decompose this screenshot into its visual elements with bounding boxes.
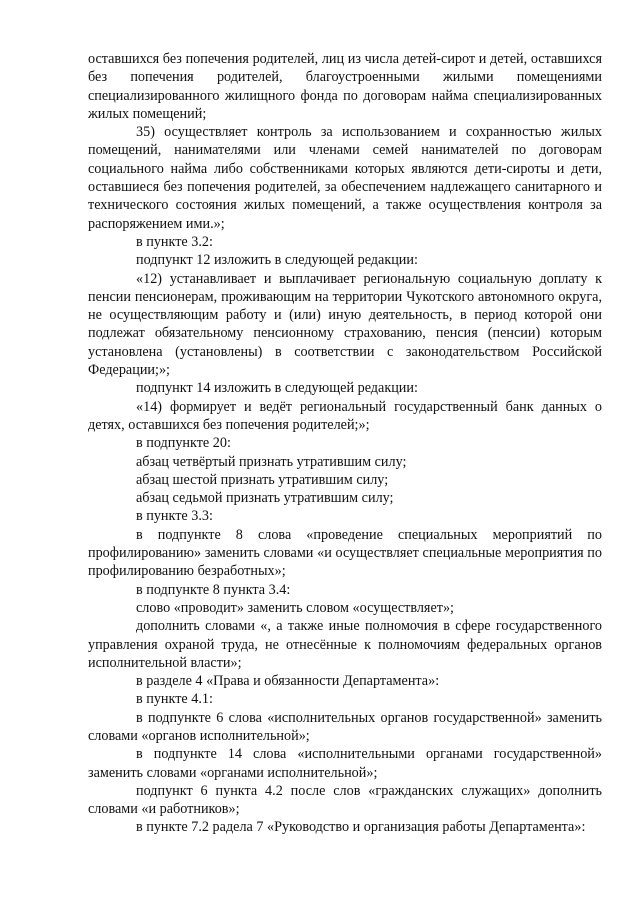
paragraph-15: слово «проводит» заменить словом «осуществляет»; [136,599,454,616]
paragraph-16: дополнить словами «, а также иные полномочия в сфере государственного управления охраной труда, не отнесённые к полномочиям федеральных органов исполнительной власти»; [88,618,602,671]
paragraph-18: в пункте 4.1: [136,691,213,708]
paragraph-13: в подпункте 8 слова «проведение специальных мероприятий по профилированию» заменить словами «и осуществляет специальные мероприятия по профилированию безработных»; [88,526,602,580]
paragraph-7: «14) формирует и ведёт региональный государственный банк данных о детях, оставшихся без попечения родителей;»; [88,398,602,433]
paragraph-20: в подпункте 14 слова «исполнительными органами государственной» заменить словами «органами исполнительной»; [88,746,602,781]
paragraph-8: в подпункте 20: [136,435,231,452]
paragraph-22: в пункте 7.2 радела 7 «Руководство и организация работы Департамента»: [136,819,586,836]
paragraph-1: оставшихся без попечения родителей, лиц из числа детей-сирот и детей, оставшихся без попечения родителей, благоустроенными жилыми помещениями специализированного жилищного фонда по договорам найма специализированных жилых помещений; [88,51,602,122]
paragraph-3: в пункте 3.2: [136,233,213,250]
paragraph-5: «12) устанавливает и выплачивает региональную социальную доплату к пенсии пенсионерам, проживающим на территории Чукотского автономного округа, не осуществляющим работу и (или) иную деятельность, в период которой они подлежат обязательному пенсионному страхованию, пенсия (пенсии) которым установлена (установлены) в соответствии с законодательством Российской Федерации;»; [88,270,602,379]
paragraph-6: подпункт 14 изложить в следующей редакции: [136,380,418,397]
paragraph-12: в пункте 3.3: [136,508,213,525]
paragraph-19: в подпункте 6 слова «исполнительных органов государственной» заменить словами «органов исполнительной»; [88,709,602,744]
paragraph-2: 35) осуществляет контроль за использованием и сохранностью жилых помещений, нанимателями или членами семей нанимателей по договорам социального найма либо собственниками которых являются дети-сироты и дети, оставшиеся без попечения родителей, за обеспечением надлежащего санитарного и технического состояния жилых помещений, а также осуществления контроля за распоряжением ими.»; [88,124,602,232]
paragraph-4: подпункт 12 изложить в следующей редакции: [136,252,418,269]
paragraph-9: абзац четвёртый признать утратившим силу; [136,453,407,470]
document-page [88,50,602,837]
paragraph-17: в разделе 4 «Права и обязанности Департамента»: [136,673,440,690]
paragraph-21: подпункт 6 пункта 4.2 после слов «гражданских служащих» дополнить словами «и работников»; [88,782,602,818]
paragraph-14: в подпункте 8 пункта 3.4: [136,581,291,598]
paragraph-10: абзац шестой признать утратившим силу; [136,471,389,488]
paragraph-11: абзац седьмой признать утратившим силу; [136,490,394,507]
